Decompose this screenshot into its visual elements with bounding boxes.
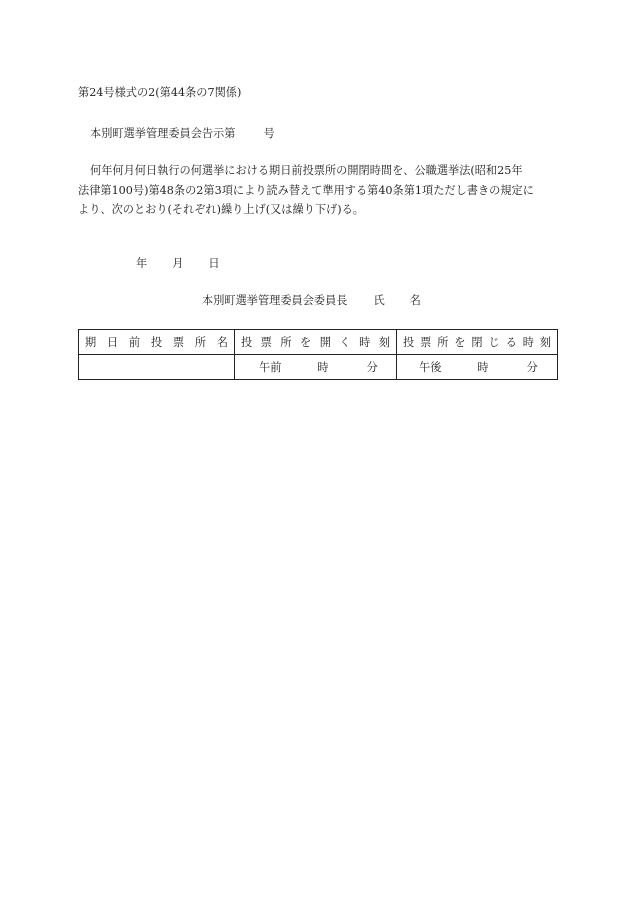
notice-suffix: 号 [263,127,275,140]
table-row [79,355,558,380]
close-period: 午後 [419,361,442,374]
notice-number [90,125,275,141]
cell-polling-place [79,355,235,380]
body-line-2: 法律第100号)第48条の2第3項により読み替えて準用する第40条第1項ただし書きの規定に [78,184,534,197]
header-polling-place: 期日前投票所名 [79,330,235,355]
cell-open-time [235,355,397,380]
signature-name-1: 氏 [373,294,385,307]
form-heading: 第24号様式の2(第44条の7関係) [78,86,242,99]
date-day: 日 [208,257,220,270]
cell-close-time [397,355,558,380]
date-year: 年 [136,257,148,270]
header-open-time: 投票所を開く時刻 [235,330,397,355]
polling-hours-table [78,329,558,380]
signature-name-2: 名 [409,294,421,307]
close-hour: 時 [477,361,489,374]
open-period: 午前 [259,361,282,374]
body-line-1: 何年何月何日執行の何選挙における期日前投票所の開閉時間を、公職選挙法(昭和25年 [90,164,523,177]
open-hour: 時 [317,361,329,374]
notice-prefix: 本別町選挙管理委員会告示第 [90,127,236,140]
header-close-time: 投票所を閉じる時刻 [397,330,558,355]
table-header-row [79,330,558,355]
body-line-3: より、次のとおり(それぞれ)繰り上げ(又は繰り下げ)る。 [78,203,364,216]
open-minute: 分 [366,361,378,374]
signature-line [202,292,421,308]
signature-title: 本別町選挙管理委員会委員長 [202,294,348,307]
date-month: 月 [172,257,184,270]
close-minute: 分 [526,361,538,374]
date-line [136,255,220,271]
